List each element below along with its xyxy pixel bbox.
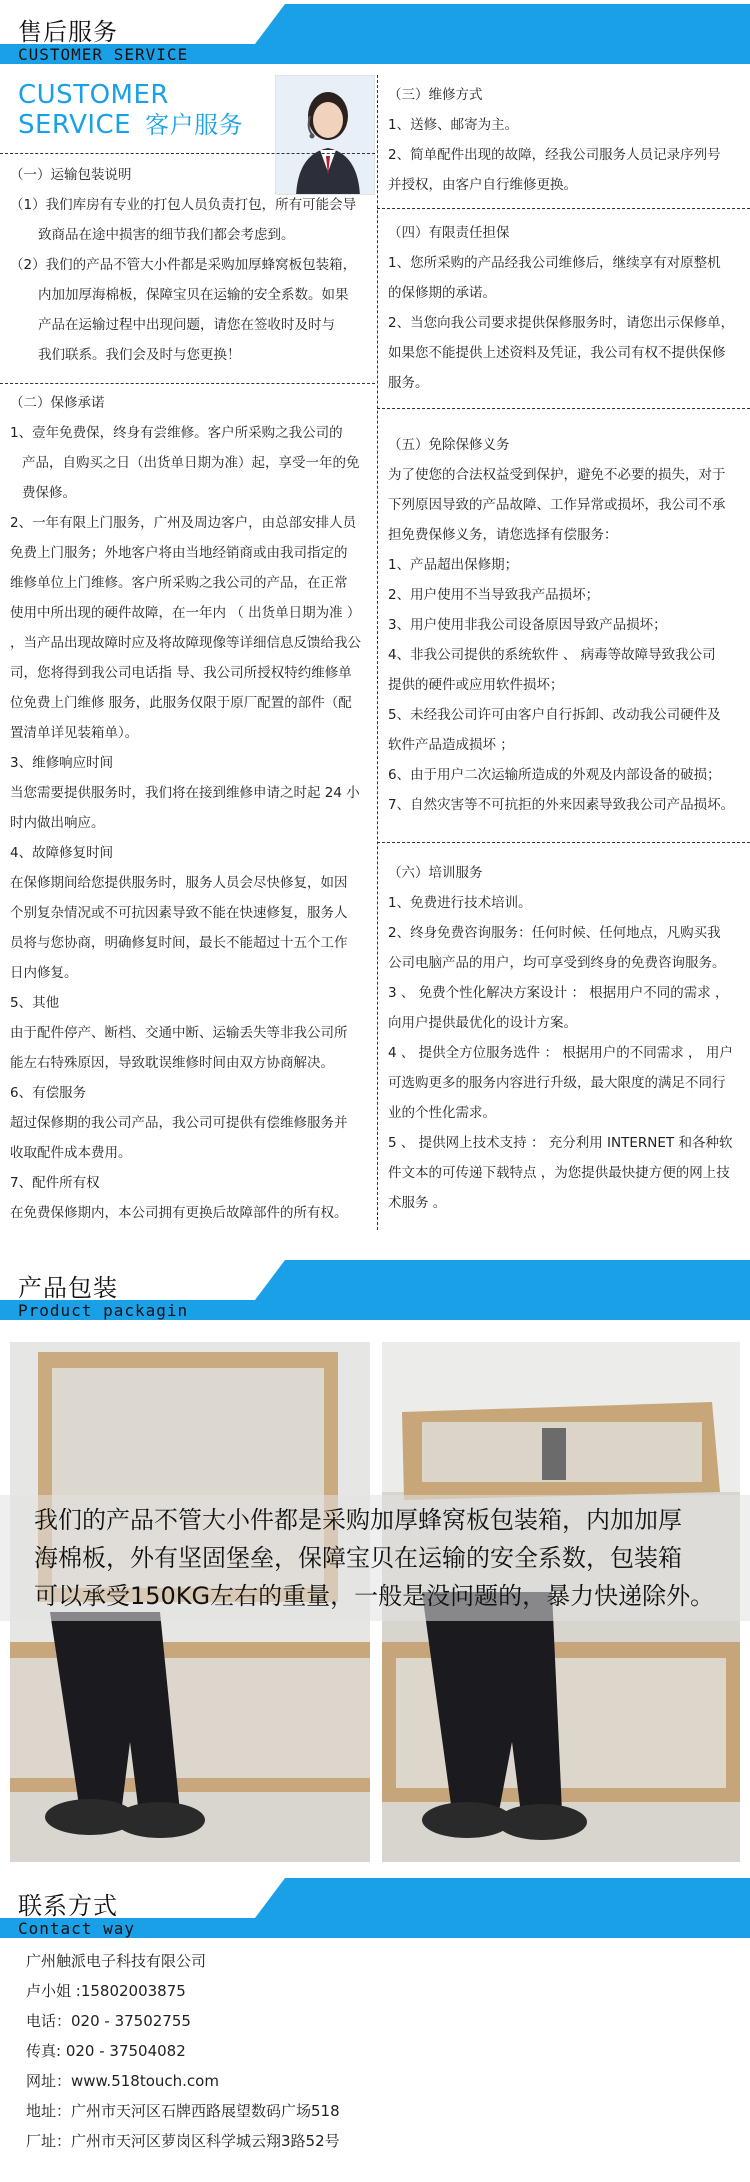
contact-address: 地址：广州市天河区石牌西路展望数码广场518: [26, 2102, 340, 2120]
contact-website: 网址：www.518touch.com: [26, 2072, 219, 2090]
right-column-exemptions: （五）免除保修义务 为了使您的合法权益受到保护，避免不必要的损失，对于 下列原因导致的产品故障、工作异常或损坏，我公司不承 担免费保修义务，请您选择有偿服务： 1、产品超出保修期； 2、用户使用不当导致我产品损坏； 3、用户使用非我公司设备原因导致产品损坏； 4、非我公司提供的系统软件 、 病毒等故障导致我公司 提供的硬件或应用软件损坏； 5、未经我公司许可由客户自行拆卸、改动我公司硬件及 软件产品造成损坏 ； 6、由于用户二次运输所造成的外观及内部设备的破损； 7、自然灾害等不可抗拒的外来因素导致我公司产品损坏。: [388, 437, 735, 813]
section-header-packaging: [0, 1260, 750, 1320]
contact-info: [26, 1946, 340, 2156]
left-column-warranty: （二）保修承诺 1、壹年免费保，终身有尝维修。客户所采购之我公司的 产品，自购买之日（出货单日期为准）起，享受一年的免 费保修。 2、一年有限上门服务，广州及周边客户，由总部安排人员 免费上门服务；外地客户将由当地经销商或由我司指定的 维修单位上门维修。客户所采购之我公司的产品，在正常 使用中所出现的硬件故障，在一年内 （ 出货单日期为准 ） ，当产品出现故障时应及将故障现像等详细信息反馈给我公 司，您将得到我公司电话指 导、我公司所授权特约维修单 位免费上门维修 服务，此服务仅限于原厂配置的部件（配 置清单详见装箱单）。 3、维修响应时间 当您需要提供服务时，我们将在接到维修申请之时起 24 小 时内做出响应。 4、故障修复时间 在保修期间给您提供服务时，服务人员会尽快修复，如因 个别复杂情况或不可抗因素导致不能在快速修复，服务人 员将与您协商，明确修复时间，最长不能超过十五个工作 日内修复。 5、其他 由于配件停产、断档、交通中断、运输丢失等非我公司所 能左右特殊原因，导致耽误维修时间由双方协商解决。 6、有偿服务 超过保修期的我公司产品，我公司可提供有偿维修服务并 收取配件成本费用。 7、配件所有权 在免费保修期内，本公司拥有更换后故障部件的所有权。: [10, 395, 361, 1221]
left-column: （一）运输包装说明 （1）我们库房有专业的打包人员负责打包，所有可能会导 致商品在途中损害的细节我们都会考虑到。 （2）我们的产品不管大小件都是采购加厚蜂窝板包装箱， 内加加厚海棉板，保障宝贝在运输的安全系数。如果 产品在运输过程中出现问题，请您在签收时及时与 我们联系。我们会及时与您更换！: [10, 167, 357, 363]
contact-phone: 电话：020 - 37502755: [26, 2012, 191, 2030]
right-column: （三）维修方式 1、送修、邮寄为主。 2、简单配件出现的故障，经我公司服务人员记录序列号 并授权，由客户自行维修更换。: [388, 87, 721, 193]
section-title-cn: 联系方式: [18, 1892, 118, 1920]
section-title-en: Contact way: [18, 1919, 135, 1938]
right-column-training: （六）培训服务 1、免费进行技术培训。 2、终身免费咨询服务：任何时候、任何地点，凡购买我 公司电脑产品的用户，均可享受到终身的免费咨询服务。 3 、 免费个性化解决方案设计 ： 根据用户不同的需求 ， 向用户提供最优化的设计方案。 4 、 提供全方位服务选件 ： 根据用户的不同需求 ， 用户 可选购更多的服务内容进行升级，最大限度的满足不同行 业的个性化需求。 5 、 提供网上技术支持 ： 充分利用 INTERNET 和各种软 件文本的可传递下载特点 ，为您提供最快捷方便的网上技 术服务 。: [388, 865, 733, 1211]
section-title-cn: 产品包装: [18, 1274, 118, 1302]
section-title-en: Product packagin: [18, 1301, 189, 1320]
contact-person: 卢小姐 :15802003875: [26, 1982, 186, 2000]
packaging-description: 我们的产品不管大小件都是采购加厚蜂窝板包装箱，内加加厚 海棉板，外有坚固堡垒，保障宝贝在运输的安全系数，包装箱 可以承受150KG左右的重量，一般是没问题的，暴力快递除外。: [0, 1495, 750, 1621]
customer-service-heading: CUSTOMER SERVICE 客户服务: [18, 80, 244, 140]
section-header-service: [0, 4, 750, 64]
section-header-contact: [0, 1878, 750, 1938]
contact-fax: 传真: 020 - 37504082: [26, 2042, 186, 2060]
factory-address: 厂址：广州市天河区萝岗区科学城云翔3路52号: [26, 2132, 340, 2150]
right-column-liability: （四）有限责任担保 1、您所采购的产品经我公司维修后，继续享有对原整机 的保修期的承诺。 2、当您向我公司要求提供保修服务时，请您出示保修单， 如果您不能提供上述资料及凭证，我公司有权不提供保修 服务。: [388, 225, 735, 391]
company-name: 广州触派电子科技有限公司: [26, 1952, 207, 1970]
section-title-en: CUSTOMER SERVICE: [18, 45, 189, 64]
section-title-cn: 售后服务: [18, 18, 118, 46]
